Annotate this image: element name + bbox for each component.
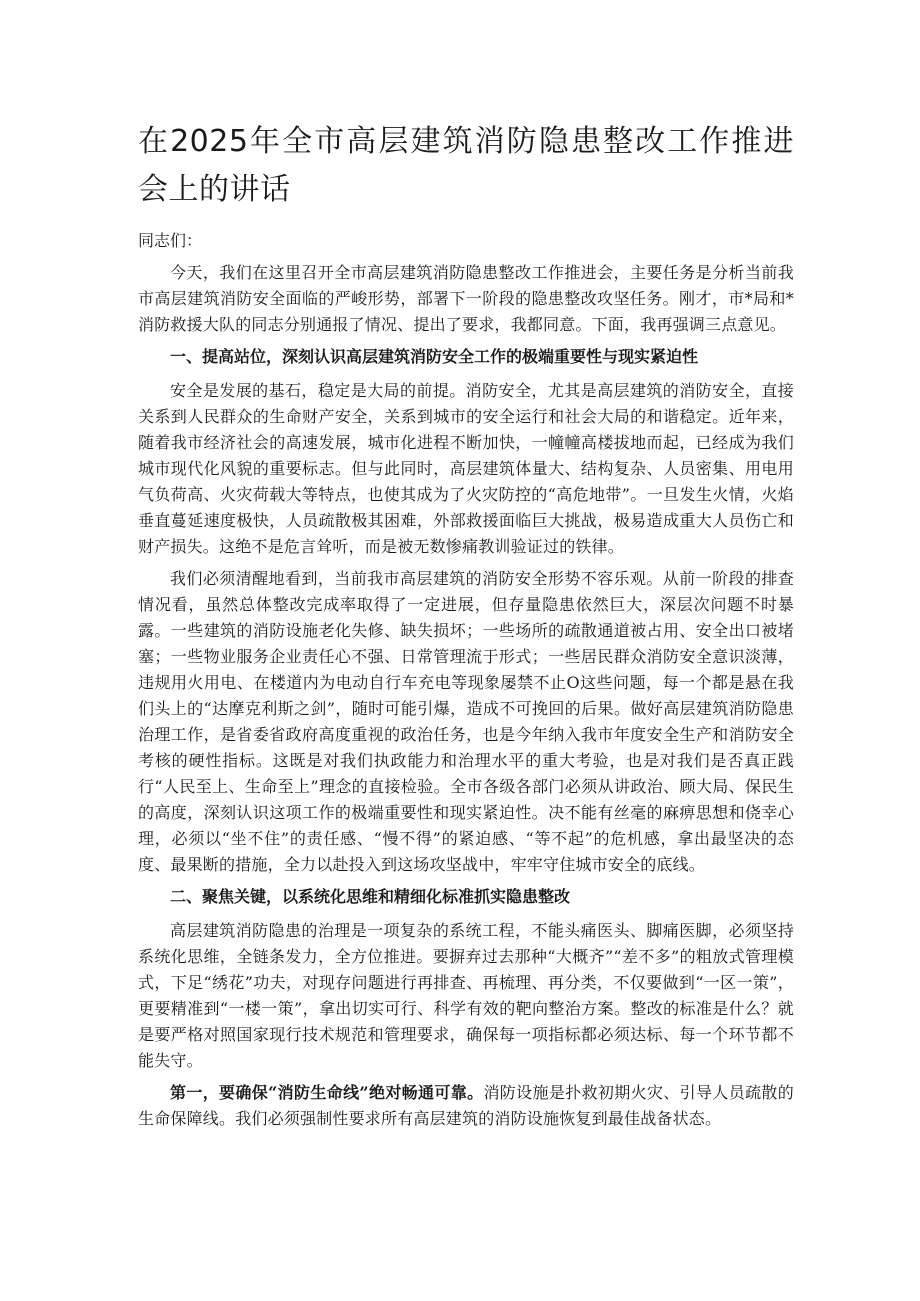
section-2-paragraph-1: 高层建筑消防隐患的治理是一项复杂的系统工程，不能头痛医头、脚痛医脚，必须坚持系统化思维，全链条发力，全方位推进。要摒弃过去那种“大概齐”“差不多”的粗放式管理模式，下足“绣花”功夫，对现存问题进行再排查、再梳理、再分类，不仅要做到“一区一策”，更要精准到“一楼一策”，拿出切实可行、科学有效的靶向整治方案。整改的标准是什么？就是要严格对照国家现行技术规范和管理要求，确保每一项指标都必须达标、每一个环节都不能失守。 <box>138 921 794 1070</box>
salutation: 同志们： <box>138 231 203 250</box>
point-1-lead: 第一，要确保“消防生命线”绝对畅通可靠。 <box>170 1083 484 1102</box>
intro-paragraph: 今天，我们在这里召开全市高层建筑消防隐患整改工作推进会，主要任务是分析当前我市高层建筑消防安全面临的严峻形势，部署下一阶段的隐患整改攻坚任务。刚才，市*局和*消防救援大队的同志分别通报了情况、提出了要求，我都同意。下面，我再强调三点意见。 <box>138 263 794 334</box>
section-2-heading: 二、聚焦关键，以系统化思维和精细化标准抓实隐患整改 <box>170 887 571 906</box>
section-2-paragraph-2 <box>138 1080 794 1132</box>
point-1-text: 消防设施是扑救初期火灾、引导人员疏散的生命保障线。我们必须强制性要求所有高层建筑的消防设施恢复到最佳战备状态。 <box>138 1083 794 1128</box>
document-page <box>138 118 794 1138</box>
section-1-heading: 一、提高站位，深刻认识高层建筑消防安全工作的极端重要性与现实紧迫性 <box>170 347 699 366</box>
section-1-paragraph-1: 安全是发展的基石，稳定是大局的前提。消防安全，尤其是高层建筑的消防安全，直接关系到人民群众的生命财产安全，关系到城市的安全运行和社会大局的和谐稳定。近年来，随着我市经济社会的高速发展，城市化进程不断加快，一幢幢高楼拔地而起，已经成为我们城市现代化风貌的重要标志。但与此同时，高层建筑体量大、结构复杂、人员密集、用电用气负荷高、火灾荷载大等特点，也使其成为了火灾防控的“高危地带”。一旦发生火情，火焰垂直蔓延速度极快，人员疏散极其困难，外部救援面临巨大挑战，极易造成重大人员伤亡和财产损失。这绝不是危言耸听，而是被无数惨痛教训验证过的铁律。 <box>138 381 794 556</box>
document-title: 在2025年全市高层建筑消防隐患整改工作推进会上的讲话 <box>138 124 794 207</box>
section-1-paragraph-2: 我们必须清醒地看到，当前我市高层建筑的消防安全形势不容乐观。从前一阶段的排查情况看，虽然总体整改完成率取得了一定进展，但存量隐患依然巨大，深层次问题不时暴露。一些建筑的消防设施老化失修、缺失损坏；一些场所的疏散通道被占用、安全出口被堵塞；一些物业服务企业责任心不强、日常管理流于形式；一些居民群众消防安全意识淡薄，违规用火用电、在楼道内为电动自行车充电等现象屡禁不止O这些问题，每一个都是悬在我们头上的“达摩克利斯之剑”，随时可能引爆，造成不可挽回的后果。做好高层建筑消防隐患治理工作，是省委省政府高度重视的政治任务，也是今年纳入我市年度安全生产和消防安全考核的硬性指标。这既是对我们执政能力和治理水平的重大考验，也是对我们是否真正践行“人民至上、生命至上”理念的直接检验。全市各级各部门必须从讲政治、顾大局、保民生的高度，深刻认识这项工作的极端重要性和现实紧迫性。决不能有丝毫的麻痹思想和侥幸心理，必须以“坐不住”的责任感、“慢不得”的紧迫感、“等不起”的危机感，拿出最坚决的态度、最果断的措施，全力以赴投入到这场攻坚战中，牢牢守住城市安全的底线。 <box>138 569 794 874</box>
